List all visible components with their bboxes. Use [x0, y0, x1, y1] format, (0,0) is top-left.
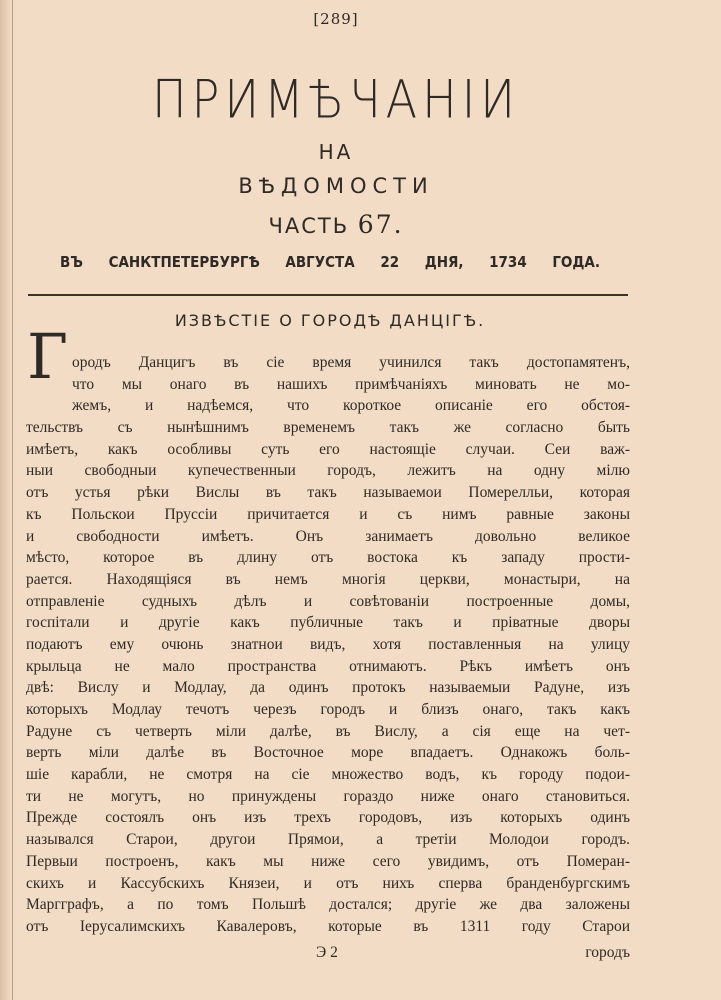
article-body	[26, 352, 630, 960]
publication-title: ПРИМѢЧАНIИ	[152, 67, 520, 131]
text-line: ти не могутъ, но принуждены гораздо ниже онаго становиться.	[26, 787, 630, 805]
text-line: Прежде состоялъ онъ изъ трехъ городовъ, изъ которыхъ одинъ	[26, 809, 630, 827]
dateline: ВЪ САНКТПЕТЕРБУРГѢ АВГУСТА 22 ДНЯ, 1734 ГОДА.	[60, 253, 600, 271]
subtitle-vedomosti: ВѢДОМОСТИ	[238, 174, 434, 198]
divider-rule	[28, 294, 628, 296]
text-line: Первыи построенъ, какъ мы ниже сего увидимъ, отъ Померан-	[26, 852, 630, 870]
drop-cap: Г	[27, 320, 69, 393]
page-number: [289]	[313, 10, 359, 28]
text-line: къ Польскои Пруссiи причитается и съ нимъ равные законы	[26, 505, 630, 523]
text-line: отъ устья рѣки Вислы въ такъ называемои Померелльи, которая	[26, 484, 630, 502]
text-line: мѣсто, которое въ длину отъ востока къ западу прости-	[26, 549, 630, 567]
text-line: скихъ и Кассубскихъ Князеи, и отъ нихъ сперва бранденбургскимъ	[26, 874, 630, 892]
text-line: верть мiли далѣе въ Восточное море впадаетъ. Однакожъ боль-	[26, 744, 630, 762]
text-line: двѣ: Вислу и Модлау, да одинъ протокъ называемыи Радуне, изъ	[26, 679, 630, 697]
text-line: Радуне съ четверть мiли далѣе, въ Вислу, а сiя еще на чет-	[26, 722, 630, 740]
text-line: рается. Находящiяся въ немъ многiя церкви, монастыри, на	[26, 570, 630, 588]
text-line: имѣетъ, какъ особливы суть его настоящiе случаи. Сеи важ-	[26, 440, 630, 458]
text-line: подаютъ ему очюнь знатнои видъ, хотя поставленныя на улицу	[26, 635, 630, 653]
text-line: жемъ, и надѣемся, что короткое описанiе его обстоя-	[72, 397, 630, 415]
subtitle-on: НА	[318, 140, 354, 164]
text-line: которыхъ Модлау течотъ черезъ городъ и близъ онаго, такъ какъ	[26, 701, 630, 718]
signature-mark: Э 2	[316, 943, 338, 961]
text-line: Маргграфъ, а по томъ Польшѣ достался; другiе же два заложены	[26, 896, 630, 914]
text-line: отъ Iерусалимскихъ Кавалеровъ, которые въ 1311 году Старои	[26, 917, 630, 935]
text-line: отправленiе судныхъ дѣлъ и совѣтованiи построенные домы,	[26, 592, 630, 610]
text-line: ородъ Данцигъ въ сiе время учинился такъ достопамятенъ,	[72, 354, 630, 371]
text-line: шiе карабли, не смотря на сiе множество водъ, къ городу подои-	[26, 766, 630, 784]
part-number: 67.	[357, 210, 404, 239]
text-line: тельствъ съ нынѣшнимъ временемъ такъ же согласно быть	[26, 419, 630, 437]
text-line: крыльца не мало пространства отнимаютъ. Рѣкъ имѣетъ онъ	[26, 657, 630, 675]
text-line: что мы онаго въ нашихъ примѣчанiяхъ миновать не мо-	[72, 375, 630, 393]
text-line: госпiтали и другiе какъ публичные такъ и прiватные дворы	[26, 614, 630, 632]
text-line: ныи свободныи купечественныи городъ, лежитъ на одну мiлю	[26, 462, 630, 480]
article-heading: ИЗВѢСТIЕ О ГОРОДѢ ДАНЦIГѢ.	[174, 311, 486, 330]
part-line	[0, 210, 672, 239]
catchword: городъ	[585, 943, 630, 961]
page-footer	[26, 938, 630, 960]
text-line: назывался Старои, другои Прямои, а третiи Молодои городъ.	[26, 831, 630, 849]
text-line: и свободности имѣетъ. Онъ занимаетъ довольно великое	[26, 527, 630, 545]
part-label: ЧАСТЬ	[268, 214, 350, 238]
